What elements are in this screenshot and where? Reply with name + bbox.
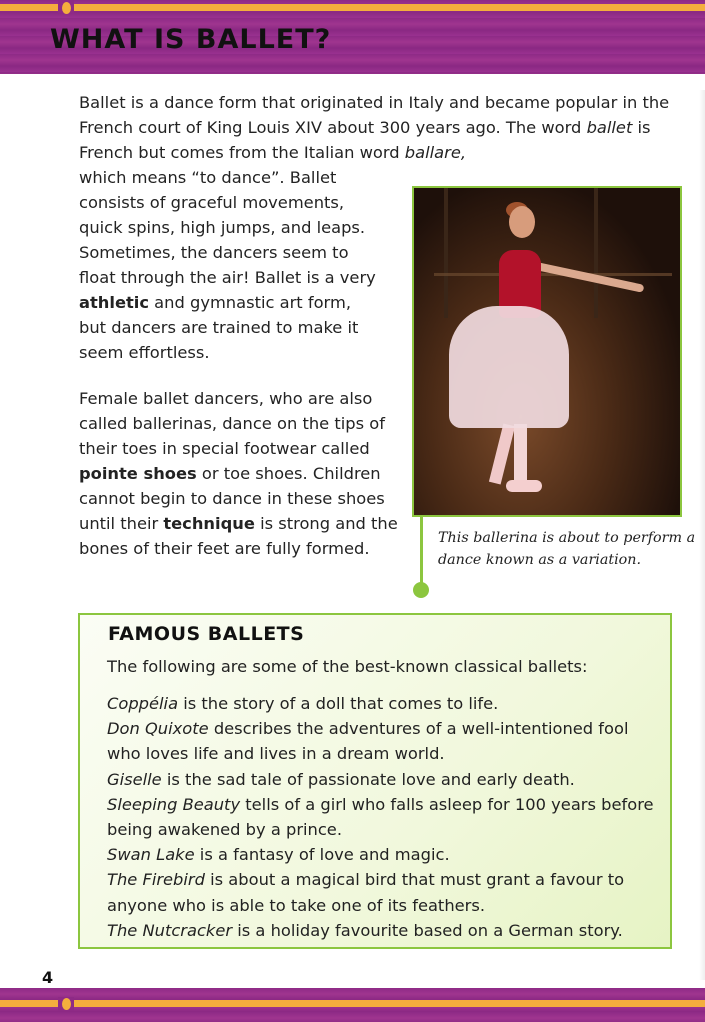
famous-ballets-list <box>107 691 667 943</box>
dancer-arm <box>535 262 644 293</box>
ballet-description: is the story of a doll that comes to life. <box>178 694 499 713</box>
footer-accent-line <box>0 1000 705 1007</box>
pointe-shoe <box>506 480 542 492</box>
ballerina-photo <box>412 186 682 517</box>
ballet-description: is the sad tale of passionate love and early death. <box>161 769 575 789</box>
intro-text-1: Ballet is a dance form that originated in Italy and became popular in the French court of King Louis XIV about 300 years ago. The word <box>79 93 670 137</box>
footer-accent-dot <box>62 998 71 1010</box>
famous-ballets-intro: The following are some of the best-known classical ballets: <box>107 657 588 676</box>
list-item <box>107 867 667 917</box>
dancer-leg <box>514 424 527 486</box>
ballet-description: is a fantasy of love and magic. <box>194 845 450 865</box>
intro-text-4: and gymnastic art form, but dancers are trained to make it seem effortless. <box>79 293 359 362</box>
term-pointe-shoes: pointe shoes <box>79 464 197 483</box>
list-item <box>107 716 667 766</box>
photo-caption: This ballerina is about to perform a dance known as a variation. <box>438 530 696 568</box>
header-accent-dot <box>62 2 71 14</box>
famous-ballets-box <box>78 613 672 949</box>
ballet-description: describes the adventures of a well-intentioned fool who loves life and lives in a dream world. <box>107 719 629 764</box>
dancer-tutu <box>449 306 569 428</box>
ballet-description: tells of a girl who falls asleep for 100 years before being awakened by a prince. <box>107 794 654 840</box>
ballet-name: Sleeping Beauty <box>107 794 241 814</box>
list-item <box>107 691 667 716</box>
ballet-name: Giselle <box>107 769 162 789</box>
dancer-head <box>509 206 535 238</box>
page-edge-shadow <box>699 90 705 980</box>
ballet-name: Coppélia <box>107 694 179 713</box>
term-ballare: ballare, <box>404 143 467 162</box>
page-title: WHAT IS BALLET? <box>50 24 332 55</box>
stage-post <box>594 188 598 318</box>
term-ballet: ballet <box>586 118 633 137</box>
caption-connector-line <box>420 517 423 589</box>
pointe-text-2: or toe shoes. Children cannot begin to dance in these shoes until their <box>79 464 385 533</box>
list-item <box>107 767 667 792</box>
intro-paragraph <box>79 90 679 165</box>
ballet-description: is a holiday favourite based on a German story. <box>232 920 623 940</box>
header-accent-line <box>0 4 705 11</box>
intro-text-2: is French but comes from the Italian word <box>79 118 651 162</box>
page-number: 4 <box>42 968 54 987</box>
pointe-paragraph <box>79 386 399 561</box>
ballet-description: is about a magical bird that must grant a favour to anyone who is able to take one of its feathers. <box>107 870 625 915</box>
ballet-name: Swan Lake <box>107 845 195 865</box>
stage-post <box>444 188 448 318</box>
intro-paragraph-continued <box>79 165 379 365</box>
intro-text-3: which means “to dance”. Ballet consists of graceful movements, quick spins, high jumps, and leaps. Sometimes, the dancers seem to float through the air! Ballet is a very <box>79 168 376 287</box>
caption-connector-dot <box>413 582 429 598</box>
list-item <box>107 842 667 867</box>
list-item <box>107 792 667 842</box>
famous-ballets-title: FAMOUS BALLETS <box>108 623 305 645</box>
ballet-name: Don Quixote <box>107 719 209 739</box>
pointe-text-1: Female ballet dancers, who are also called ballerinas, dance on the tips of their toes in special footwear called <box>79 389 385 458</box>
list-item <box>107 918 667 943</box>
ballet-name: The Nutcracker <box>107 920 233 940</box>
pointe-text-3: is strong and the bones of their feet are fully formed. <box>79 514 398 558</box>
term-athletic: athletic <box>79 293 149 312</box>
term-technique: technique <box>163 514 255 533</box>
dancer-leg <box>489 423 515 484</box>
ballet-name: The Firebird <box>107 870 205 890</box>
